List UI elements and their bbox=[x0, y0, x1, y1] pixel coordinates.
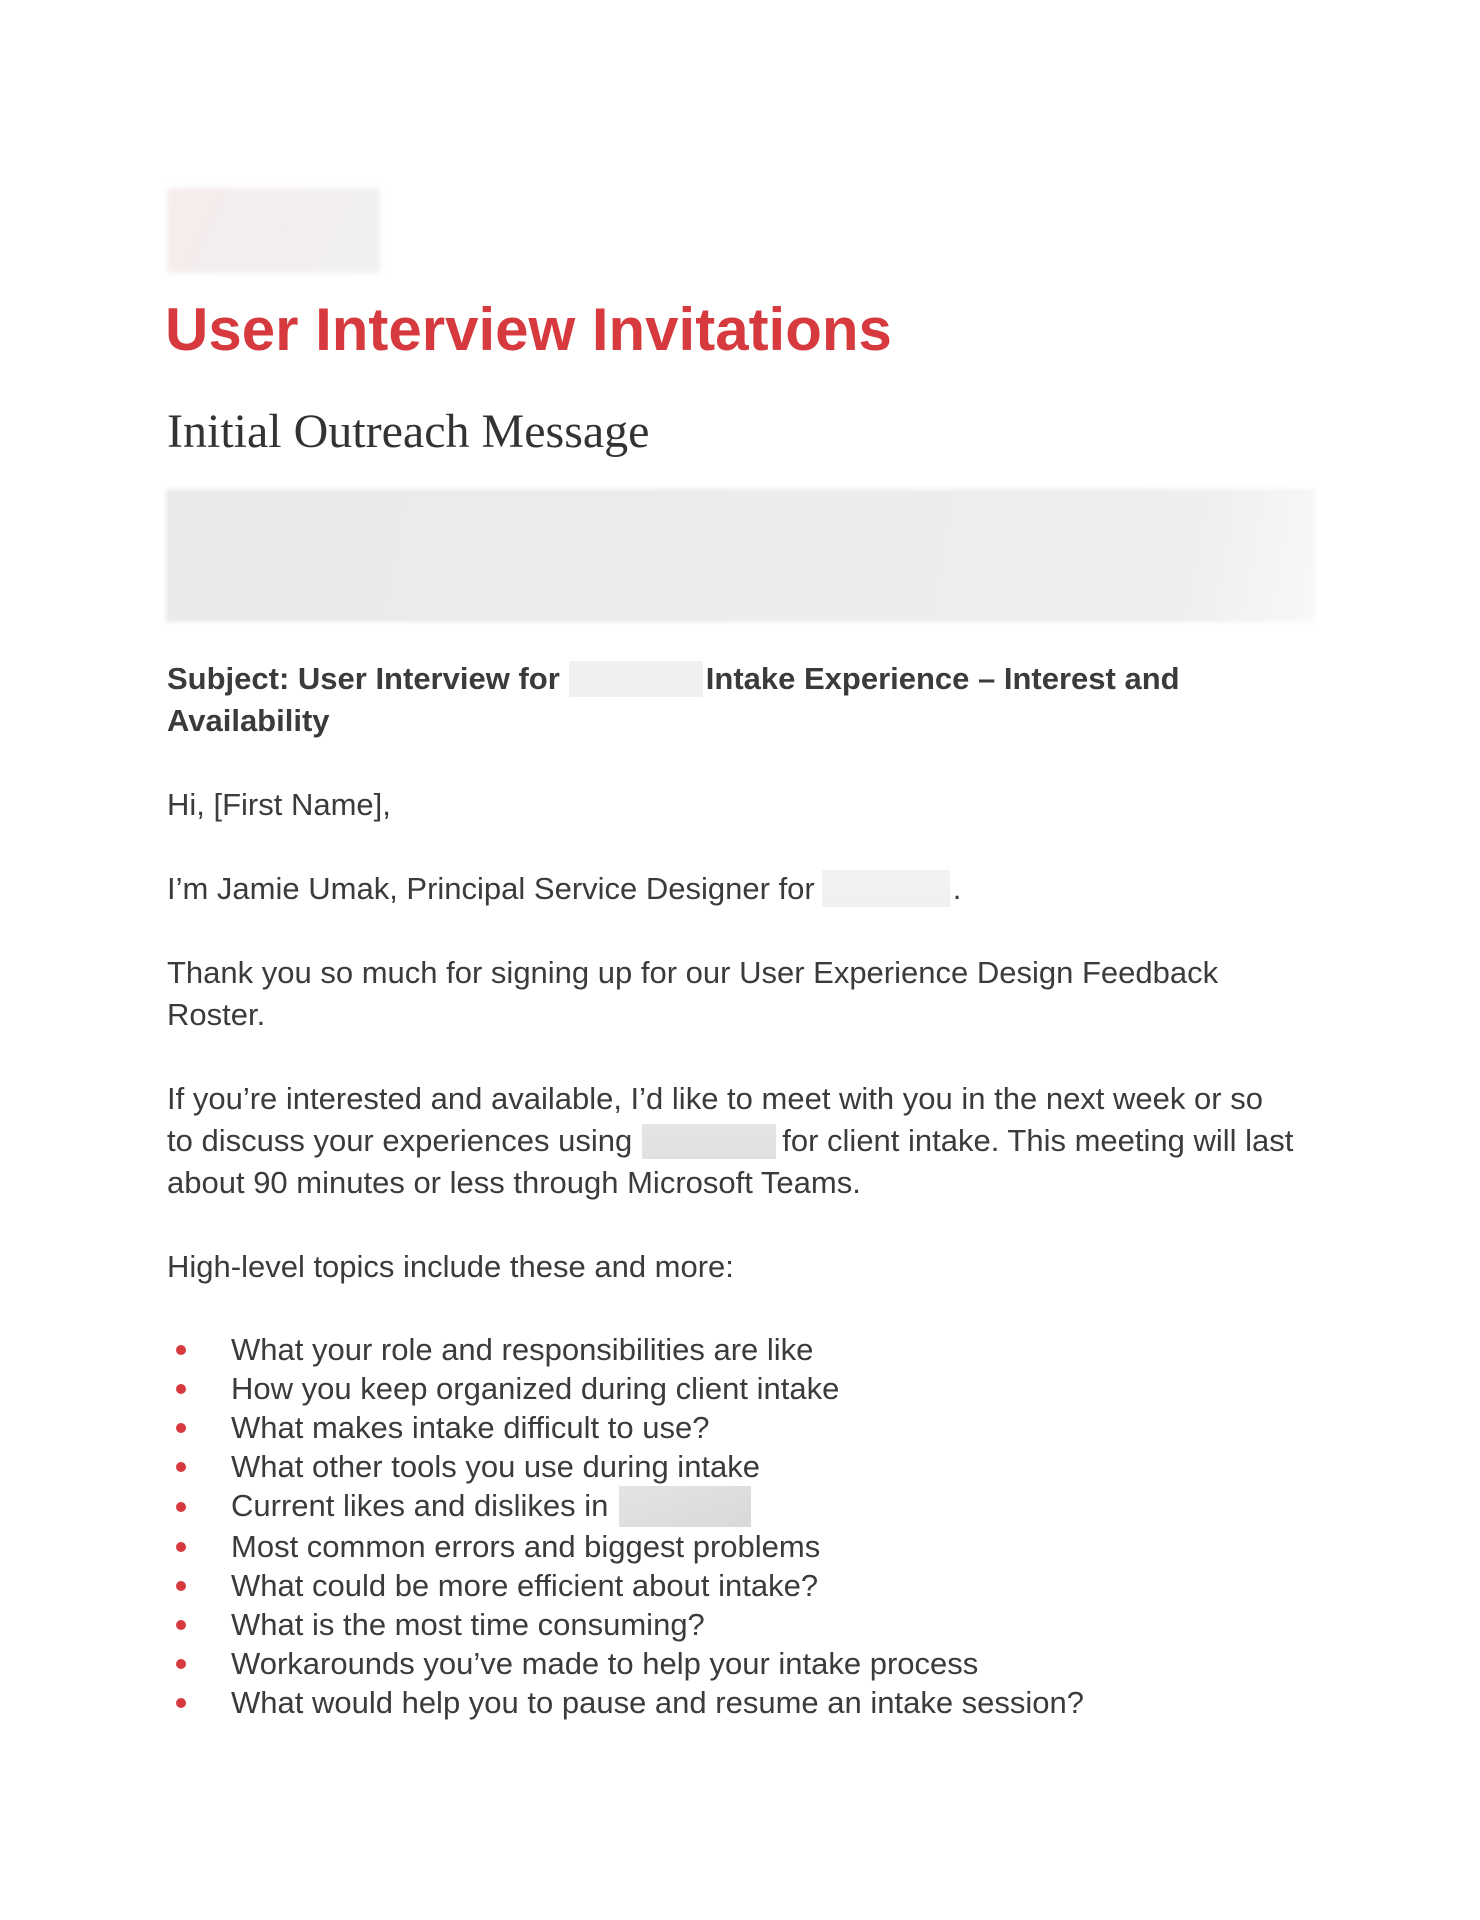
bullet-icon bbox=[176, 1384, 186, 1394]
meeting-prefix: to discuss your experiences using bbox=[167, 1123, 633, 1158]
redacted-product-name bbox=[569, 661, 703, 697]
bullet-icon bbox=[176, 1581, 186, 1591]
page-title: User Interview Invitations bbox=[165, 296, 892, 363]
topic-text: What other tools you use during intake bbox=[231, 1449, 761, 1484]
intro-prefix: I’m Jamie Umak, Principal Service Designer for bbox=[167, 871, 815, 906]
meeting-line-2 bbox=[167, 1120, 1327, 1162]
subject-line-2: Availability bbox=[167, 703, 330, 738]
topic-item bbox=[167, 1644, 1327, 1683]
intro-suffix: . bbox=[952, 871, 962, 906]
bullet-icon bbox=[176, 1423, 186, 1433]
intro-line bbox=[167, 868, 1327, 910]
topic-text: What is the most time consuming? bbox=[231, 1607, 705, 1642]
meeting-paragraph bbox=[167, 1078, 1327, 1204]
topic-text: What your role and responsibilities are like bbox=[231, 1332, 814, 1367]
topic-item bbox=[167, 1527, 1327, 1566]
thanks-paragraph bbox=[167, 952, 1327, 1036]
thanks-line-2: Roster. bbox=[167, 997, 266, 1032]
redacted-product-name bbox=[619, 1486, 751, 1527]
topic-item bbox=[167, 1447, 1327, 1486]
redacted-logo-blur bbox=[167, 188, 380, 273]
topic-text: How you keep organized during client intake bbox=[231, 1371, 840, 1406]
topic-item bbox=[167, 1369, 1327, 1408]
bullet-icon bbox=[176, 1462, 186, 1472]
intro-paragraph bbox=[167, 868, 1327, 910]
topic-item bbox=[167, 1486, 1327, 1527]
meeting-suffix: for client intake. This meeting will last bbox=[782, 1123, 1294, 1158]
topic-item bbox=[167, 1330, 1327, 1369]
subject-prefix: Subject: User Interview for bbox=[167, 661, 560, 696]
topic-item bbox=[167, 1408, 1327, 1447]
topic-item bbox=[167, 1605, 1327, 1644]
topics-list bbox=[167, 1330, 1327, 1722]
bullet-icon bbox=[176, 1698, 186, 1708]
topics-intro: High-level topics include these and more: bbox=[167, 1249, 734, 1284]
topic-text: What could be more efficient about intake? bbox=[231, 1568, 819, 1603]
email-body bbox=[167, 658, 1327, 1722]
redacted-banner-blur bbox=[166, 489, 1315, 622]
redacted-product-name bbox=[822, 870, 950, 907]
greeting: Hi, [First Name], bbox=[167, 787, 391, 822]
bullet-icon bbox=[176, 1542, 186, 1552]
subject-line bbox=[167, 658, 1327, 742]
subject-suffix: Intake Experience – Interest and bbox=[705, 661, 1180, 696]
bullet-icon bbox=[176, 1345, 186, 1355]
topic-text: What would help you to pause and resume an intake session? bbox=[231, 1685, 1085, 1720]
thanks-line-1: Thank you so much for signing up for our User Experience Design Feedback bbox=[167, 955, 1219, 990]
topic-item bbox=[167, 1566, 1327, 1605]
section-heading: Initial Outreach Message bbox=[167, 405, 650, 458]
bullet-icon bbox=[176, 1502, 186, 1512]
bullet-icon bbox=[176, 1620, 186, 1630]
meeting-line-3: about 90 minutes or less through Microsoft Teams. bbox=[167, 1165, 861, 1200]
topic-text: Workarounds you’ve made to help your intake process bbox=[231, 1646, 979, 1681]
redacted-product-name bbox=[642, 1124, 776, 1159]
topic-text: What makes intake difficult to use? bbox=[231, 1410, 710, 1445]
topic-text: Current likes and dislikes in bbox=[231, 1488, 609, 1523]
meeting-line-1: If you’re interested and available, I’d like to meet with you in the next week or so bbox=[167, 1081, 1263, 1116]
subject-line-1 bbox=[167, 658, 1327, 700]
bullet-icon bbox=[176, 1659, 186, 1669]
topic-text: Most common errors and biggest problems bbox=[231, 1529, 821, 1564]
topic-item bbox=[167, 1683, 1327, 1722]
